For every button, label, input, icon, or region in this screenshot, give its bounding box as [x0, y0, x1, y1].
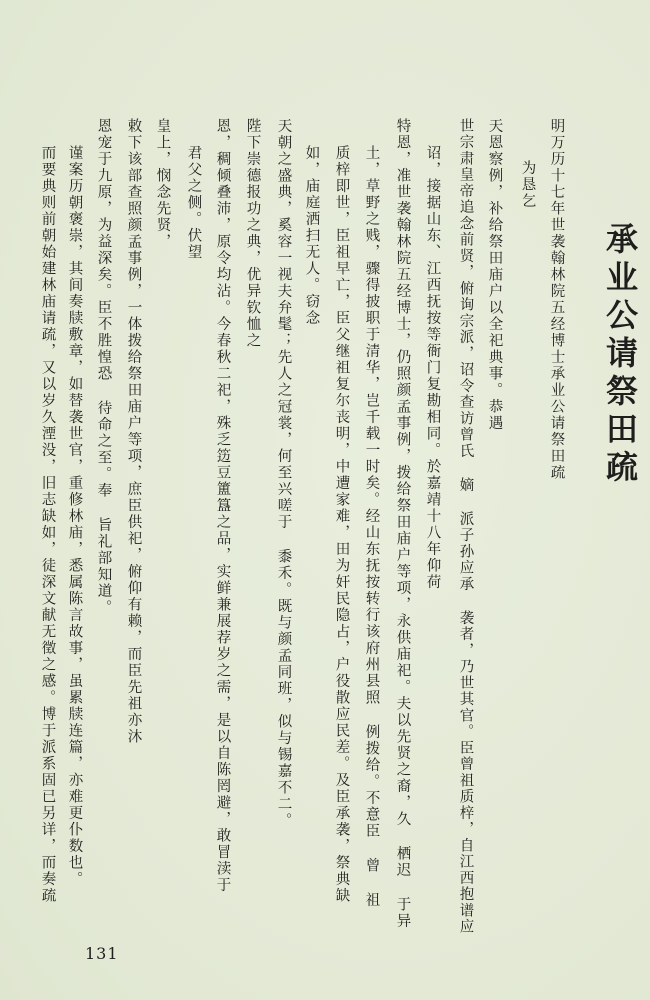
text-column: 如，庙庭洒扫无人。窃念 — [303, 145, 320, 327]
text-column: 天恩察例，补给祭田庙户以全祀典事。恭遇 — [486, 118, 503, 432]
text-column: 而要典则前朝始建林庙请疏，又以岁久湮没，旧志缺如，徒深文献无徵之感。博于派系固已另详，而奏疏 — [39, 145, 56, 904]
text-column: 恩宠于九原，为益深矣。臣不胜惶恐 待命之至。奉 旨礼部知道。 — [95, 118, 112, 616]
text-column: 诏，接据山东、江西抚按等衙门复勘相同。於嘉靖十八年仰荷 — [424, 145, 441, 591]
text-column: 恩，稠倾叠沛，原令均沾。今春秋二祀，殊乏笾豆簠簋之品，实鲜兼展荐岁之需，是以自陈罔避，敢冒渎于 — [214, 118, 231, 894]
text-column: 为恳乞 — [519, 160, 536, 210]
text-column: 谨案历朝褒崇，其间奏牍敷章，如替袭世官，重修林庙，悉属陈言故事，虽累牍连篇，亦难更仆数也。 — [66, 145, 83, 888]
text-column: 陛下崇德报功之典，优异钦恤之 — [244, 118, 261, 349]
text-column: 君父之侧。伏望 — [185, 145, 202, 261]
text-column: 质梓即世，臣祖早亡，臣父继祖复尔丧明，中遭家难，田为奸民隐占，户役散应民差。及臣承袭，祭典缺 — [333, 145, 350, 904]
text-column: 土，草野之贱，骤得披职于清华，岂千载一时矣。经山东抚按转行该府州县照 例拨给。不意臣 曾 祖 — [363, 145, 380, 909]
text-column: 世宗肃皇帝追念前贤，俯询宗派，诏令查访曾氏 嫡 派子孙应承 袭者，乃世其官。臣曾祖质梓，自江西抱谱应 — [457, 118, 474, 935]
text-column: 特恩，准世袭翰林院五经博士，仍照颜孟事例，拨给祭田庙户等项，永供庙祀。夫以先贤之裔，久 栖迟 于异 — [394, 118, 411, 930]
text-column: 皇上，悯念先贤， — [154, 118, 171, 250]
text-column: 天朝之盛典，奚容一视夫弁髦；先人之冠裳，何至兴嗟于 黍禾。既与颜孟同班，似与锡嘉不二。 — [275, 118, 292, 829]
text-column: 明万历十七年世袭翰林院五经博士承业公请祭田疏 — [548, 118, 565, 481]
document-title: 承业公请祭田疏 — [601, 222, 639, 488]
page-number: 131 — [85, 944, 119, 963]
text-column: 敕下该部查照颜孟事例，一体拨给祭田庙户等项，庶臣供祀，俯仰有赖，而臣先祖亦沐 — [125, 118, 142, 745]
